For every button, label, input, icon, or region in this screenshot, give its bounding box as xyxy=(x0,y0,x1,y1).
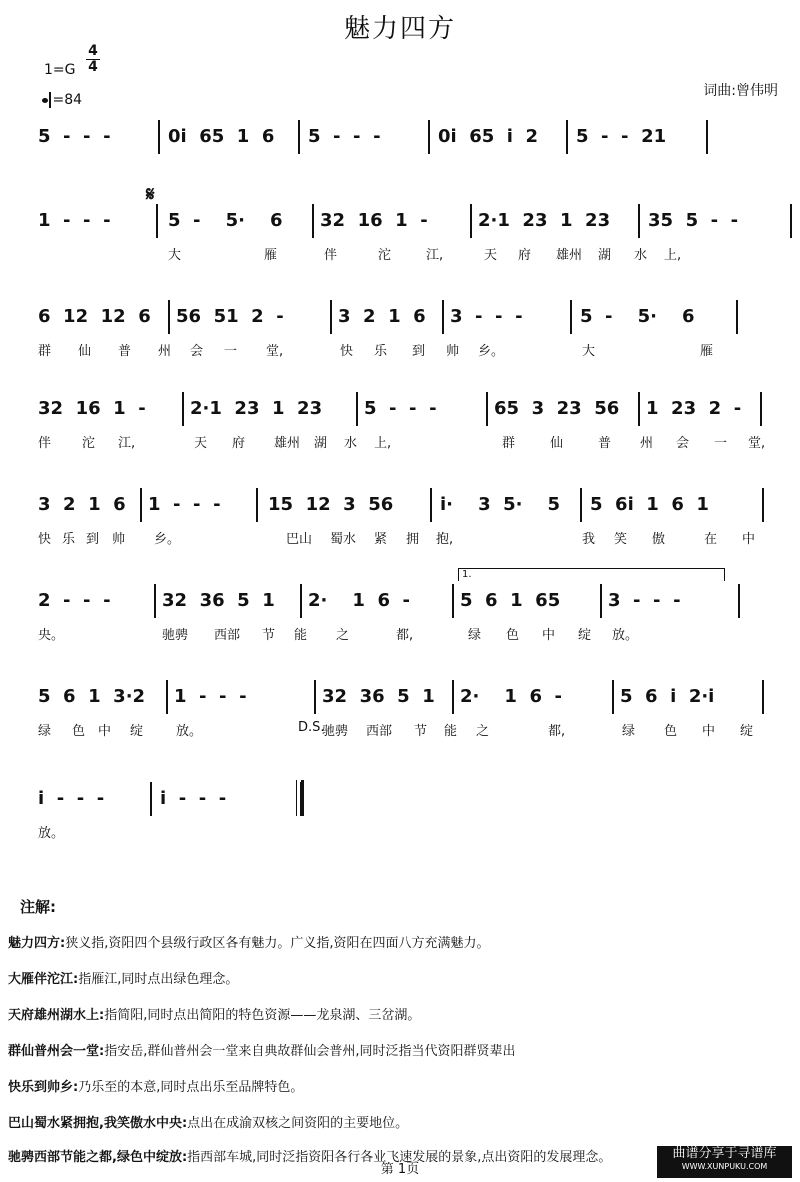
time-signature xyxy=(86,44,100,75)
annotation-item xyxy=(8,932,489,951)
annotation-text: 指简阳,同时点出简阳的特色资源——龙泉湖、三岔湖。 xyxy=(104,1008,421,1023)
score-row xyxy=(0,306,800,366)
measure: 2· 1 6 - xyxy=(460,686,563,707)
annotations-title: 注解: xyxy=(20,898,56,916)
measure: 2·1 23 1 23 xyxy=(190,398,323,419)
lyric-syllable: 堂, xyxy=(266,344,284,359)
bar-line xyxy=(256,488,258,522)
bar-line xyxy=(638,204,640,238)
bar-line xyxy=(150,782,152,816)
bar-line xyxy=(312,204,314,238)
lyric-syllable: 府 xyxy=(518,248,532,263)
lyrics-line xyxy=(0,720,800,742)
lyric-syllable: 大 xyxy=(582,344,596,359)
measure: 5 6 i 2·i xyxy=(620,686,715,707)
bar-line xyxy=(486,392,488,426)
lyric-syllable: 西部 xyxy=(366,724,393,739)
lyric-syllable: 抱, xyxy=(436,532,454,547)
lyric-syllable: 一 xyxy=(714,436,728,451)
lyric-syllable: 驰骋 xyxy=(322,724,349,739)
lyric-syllable: 都, xyxy=(396,628,414,643)
lyric-syllable: 天 xyxy=(194,436,208,451)
bar-line xyxy=(762,488,764,522)
segno-icon: 𝄋 xyxy=(146,182,155,206)
annotation-text: 点出在成渝双核之间资阳的主要地位。 xyxy=(187,1116,409,1131)
lyrics-line xyxy=(0,528,800,550)
measure: 32 16 1 - xyxy=(38,398,146,419)
lyric-syllable: 央。 xyxy=(38,628,65,643)
lyric-syllable: 巴山 xyxy=(286,532,313,547)
lyric-syllable: 乡。 xyxy=(154,532,181,547)
annotation-item xyxy=(8,1112,408,1131)
lyrics-line xyxy=(0,340,800,362)
annotation-item xyxy=(8,1004,420,1023)
bar-line xyxy=(638,392,640,426)
lyric-syllable: 伴 xyxy=(38,436,52,451)
score-row xyxy=(0,590,800,650)
lyric-syllable: 色 xyxy=(664,724,678,739)
annotation-term: 巴山蜀水紧拥抱,我笑傲水中央: xyxy=(8,1116,188,1131)
lyric-syllable: 仙 xyxy=(550,436,564,451)
lyrics-line xyxy=(0,160,800,182)
lyric-syllable: 驰骋 xyxy=(162,628,189,643)
lyric-syllable: 雁 xyxy=(264,248,278,263)
bar-line xyxy=(580,488,582,522)
bar-line xyxy=(330,300,332,334)
measure: i - - - xyxy=(38,788,105,809)
key-signature: 1=G xyxy=(44,62,76,78)
measure: i - - - xyxy=(160,788,227,809)
bar-line xyxy=(356,392,358,426)
bar-line xyxy=(570,300,572,334)
measure: 5 - 5· 6 xyxy=(168,210,283,231)
bar-line xyxy=(760,392,762,426)
lyric-syllable: 能 xyxy=(294,628,308,643)
time-signature-bottom: 4 xyxy=(86,59,100,75)
measure: 6 12 12 6 xyxy=(38,306,151,327)
lyric-syllable: 上, xyxy=(664,248,682,263)
lyrics-line xyxy=(0,244,800,266)
annotation-text: 指西部车城,同时泛指资阳各行各业飞速发展的景象,点出资阳的发展理念。 xyxy=(187,1150,612,1165)
measure: 15 12 3 56 xyxy=(268,494,394,515)
notes-line xyxy=(0,590,800,620)
measure: 5 - - 21 xyxy=(576,126,667,147)
bar-line xyxy=(156,204,158,238)
lyric-syllable: 湖 xyxy=(314,436,328,451)
annotation-text: 乃乐至的本意,同时点出乐至品牌特色。 xyxy=(78,1080,304,1095)
lyric-syllable: 我 xyxy=(582,532,596,547)
bar-line xyxy=(736,300,738,334)
lyric-syllable: 乡。 xyxy=(478,344,505,359)
measure: 2·1 23 1 23 xyxy=(478,210,611,231)
lyric-syllable: 州 xyxy=(640,436,654,451)
lyrics-line xyxy=(0,432,800,454)
annotation-text: 狭义指,资阳四个县级行政区各有魅力。广义指,资阳在四面八方充满魅力。 xyxy=(65,936,490,951)
lyric-syllable: 江, xyxy=(118,436,136,451)
bar-line xyxy=(300,584,302,618)
lyric-syllable: 帅 xyxy=(112,532,126,547)
lyric-syllable: 湖 xyxy=(598,248,612,263)
measure: 65 3 23 56 xyxy=(494,398,620,419)
lyric-syllable: 到 xyxy=(86,532,100,547)
lyric-syllable: 绽 xyxy=(578,628,592,643)
lyric-syllable: 帅 xyxy=(446,344,460,359)
lyric-syllable: 绽 xyxy=(740,724,754,739)
lyric-syllable: 乐 xyxy=(374,344,388,359)
bar-line xyxy=(566,120,568,154)
notes-line xyxy=(0,210,800,240)
page-title: 魅力四方 xyxy=(343,14,456,44)
bar-line xyxy=(182,392,184,426)
lyric-syllable: 中 xyxy=(98,724,112,739)
lyric-syllable: 都, xyxy=(548,724,566,739)
lyric-syllable: 群 xyxy=(502,436,516,451)
notes-line xyxy=(0,788,800,818)
notes-line xyxy=(0,494,800,524)
lyric-syllable: 上, xyxy=(374,436,392,451)
bar-line xyxy=(154,584,156,618)
final-barline xyxy=(296,780,304,816)
measure: 0i 65 1 6 xyxy=(168,126,275,147)
measure: 3 2 1 6 xyxy=(38,494,126,515)
note-stem xyxy=(49,92,51,108)
lyric-syllable: 能 xyxy=(444,724,458,739)
lyric-syllable: 紧 xyxy=(374,532,388,547)
measure: 32 16 1 - xyxy=(320,210,428,231)
lyric-syllable: 色 xyxy=(72,724,86,739)
lyric-syllable: 会 xyxy=(676,436,690,451)
watermark-sub: WWW.XUNPUKU.COM xyxy=(681,1162,768,1171)
bar-line xyxy=(298,120,300,154)
lyric-syllable: 水 xyxy=(634,248,648,263)
volta-bracket: 1. xyxy=(458,568,725,581)
bar-line xyxy=(430,488,432,522)
quarter-note-icon xyxy=(42,98,48,103)
score-row xyxy=(0,398,800,458)
lyric-syllable: 水 xyxy=(344,436,358,451)
lyric-syllable: 堂, xyxy=(748,436,766,451)
annotation-item xyxy=(8,1040,515,1059)
measure: i· 3 5· 5 xyxy=(440,494,561,515)
lyric-syllable: 中 xyxy=(702,724,716,739)
annotation-text: 指安岳,群仙普州会一堂来自典故群仙会普州,同时泛指当代资阳群贤辈出 xyxy=(104,1044,516,1059)
lyric-syllable: 在 xyxy=(704,532,718,547)
lyric-syllable: 雁 xyxy=(700,344,714,359)
annotation-item xyxy=(8,1076,303,1095)
measure: 5 - - - xyxy=(364,398,437,419)
measure: 5 - - - xyxy=(38,126,111,147)
tempo-value: =84 xyxy=(52,92,83,108)
measure: 5 - 5· 6 xyxy=(580,306,695,327)
annotation-term: 群仙普州会一堂: xyxy=(8,1044,105,1059)
lyric-syllable: 之 xyxy=(476,724,490,739)
lyric-syllable: 州 xyxy=(158,344,172,359)
measure: 5 - - - xyxy=(308,126,381,147)
measure: 1 - - - xyxy=(38,210,111,231)
composer-credit: 词曲:曾伟明 xyxy=(703,83,778,99)
annotation-item xyxy=(8,968,238,987)
lyric-syllable: 天 xyxy=(484,248,498,263)
bar-line xyxy=(706,120,708,154)
lyric-syllable: 雄州 xyxy=(274,436,301,451)
lyric-syllable: 仙 xyxy=(78,344,92,359)
lyric-syllable: 一 xyxy=(224,344,238,359)
bar-line xyxy=(140,488,142,522)
lyric-syllable: 乐 xyxy=(62,532,76,547)
annotation-term: 快乐到帅乡: xyxy=(8,1080,79,1095)
measure: 3 - - - xyxy=(450,306,523,327)
measure: 3 2 1 6 xyxy=(338,306,426,327)
bar-line xyxy=(166,680,168,714)
lyric-syllable: 绽 xyxy=(130,724,144,739)
notes-line xyxy=(0,306,800,336)
bar-line xyxy=(314,680,316,714)
annotation-term: 大雁伴沱江: xyxy=(8,972,79,987)
measure: 35 5 - - xyxy=(648,210,739,231)
score-row xyxy=(0,494,800,554)
lyric-syllable: D.S. xyxy=(298,720,325,735)
lyrics-line xyxy=(0,624,800,646)
lyric-syllable: 笑 xyxy=(614,532,628,547)
measure: 32 36 5 1 xyxy=(162,590,275,611)
lyric-syllable: 拥 xyxy=(406,532,420,547)
score-row xyxy=(0,686,800,746)
measure: 3 - - - xyxy=(608,590,681,611)
lyric-syllable: 放。 xyxy=(176,724,203,739)
lyric-syllable: 快 xyxy=(38,532,52,547)
bar-line xyxy=(168,300,170,334)
lyric-syllable: 沱 xyxy=(82,436,96,451)
bar-line xyxy=(428,120,430,154)
bar-line xyxy=(158,120,160,154)
lyric-syllable: 快 xyxy=(340,344,354,359)
time-signature-top: 4 xyxy=(88,43,98,59)
lyric-syllable: 西部 xyxy=(214,628,241,643)
score-row xyxy=(0,210,800,270)
notes-line xyxy=(0,686,800,716)
bar-line xyxy=(600,584,602,618)
bar-line xyxy=(762,680,764,714)
bar-line xyxy=(452,584,454,618)
page-number: 第 1页 xyxy=(380,1162,420,1177)
lyric-syllable: 江, xyxy=(426,248,444,263)
lyric-syllable: 放。 xyxy=(38,826,65,841)
measure: 56 51 2 - xyxy=(176,306,284,327)
lyric-syllable: 普 xyxy=(598,436,612,451)
lyric-syllable: 到 xyxy=(412,344,426,359)
measure: 32 36 5 1 xyxy=(322,686,435,707)
notes-line xyxy=(0,398,800,428)
bar-line xyxy=(452,680,454,714)
tempo-marking xyxy=(42,92,82,108)
lyric-syllable: 中 xyxy=(542,628,556,643)
bar-line xyxy=(612,680,614,714)
notes-line xyxy=(0,126,800,156)
measure: 2· 1 6 - xyxy=(308,590,411,611)
measure: 5 6i 1 6 1 xyxy=(590,494,709,515)
lyrics-line xyxy=(0,822,800,844)
measure: 2 - - - xyxy=(38,590,111,611)
lyric-syllable: 傲 xyxy=(652,532,666,547)
watermark-main: 曲谱分享于寻谱库 xyxy=(672,1146,777,1161)
score-row xyxy=(0,788,800,848)
annotation-term: 天府雄州湖水上: xyxy=(8,1008,105,1023)
bar-line xyxy=(738,584,740,618)
bar-line xyxy=(470,204,472,238)
lyric-syllable: 府 xyxy=(232,436,246,451)
lyric-syllable: 蜀水 xyxy=(330,532,357,547)
lyric-syllable: 雄州 xyxy=(556,248,583,263)
measure: 5 6 1 3·2 xyxy=(38,686,146,707)
measure: 0i 65 i 2 xyxy=(438,126,539,147)
measure: 1 - - - xyxy=(148,494,221,515)
lyric-syllable: 伴 xyxy=(324,248,338,263)
lyric-syllable: 放。 xyxy=(612,628,639,643)
lyric-syllable: 绿 xyxy=(468,628,482,643)
lyric-syllable: 色 xyxy=(506,628,520,643)
lyric-syllable: 之 xyxy=(336,628,350,643)
annotation-term: 驰骋西部节能之都,绿色中绽放: xyxy=(8,1150,188,1165)
measure: 1 - - - xyxy=(174,686,247,707)
bar-line xyxy=(790,204,792,238)
lyric-syllable: 会 xyxy=(190,344,204,359)
lyric-syllable: 群 xyxy=(38,344,52,359)
lyric-syllable: 沱 xyxy=(378,248,392,263)
measure: 1 23 2 - xyxy=(646,398,742,419)
lyric-syllable: 节 xyxy=(414,724,428,739)
lyric-syllable: 中 xyxy=(742,532,756,547)
watermark xyxy=(657,1146,792,1178)
measure: 5 6 1 65 xyxy=(460,590,561,611)
annotation-term: 魅力四方: xyxy=(8,936,66,951)
bar-line xyxy=(442,300,444,334)
annotation-text: 指雁江,同时点出绿色理念。 xyxy=(78,972,239,987)
lyric-syllable: 绿 xyxy=(38,724,52,739)
lyric-syllable: 大 xyxy=(168,248,182,263)
lyric-syllable: 节 xyxy=(262,628,276,643)
lyric-syllable: 绿 xyxy=(622,724,636,739)
lyric-syllable: 普 xyxy=(118,344,132,359)
score-row xyxy=(0,126,800,186)
